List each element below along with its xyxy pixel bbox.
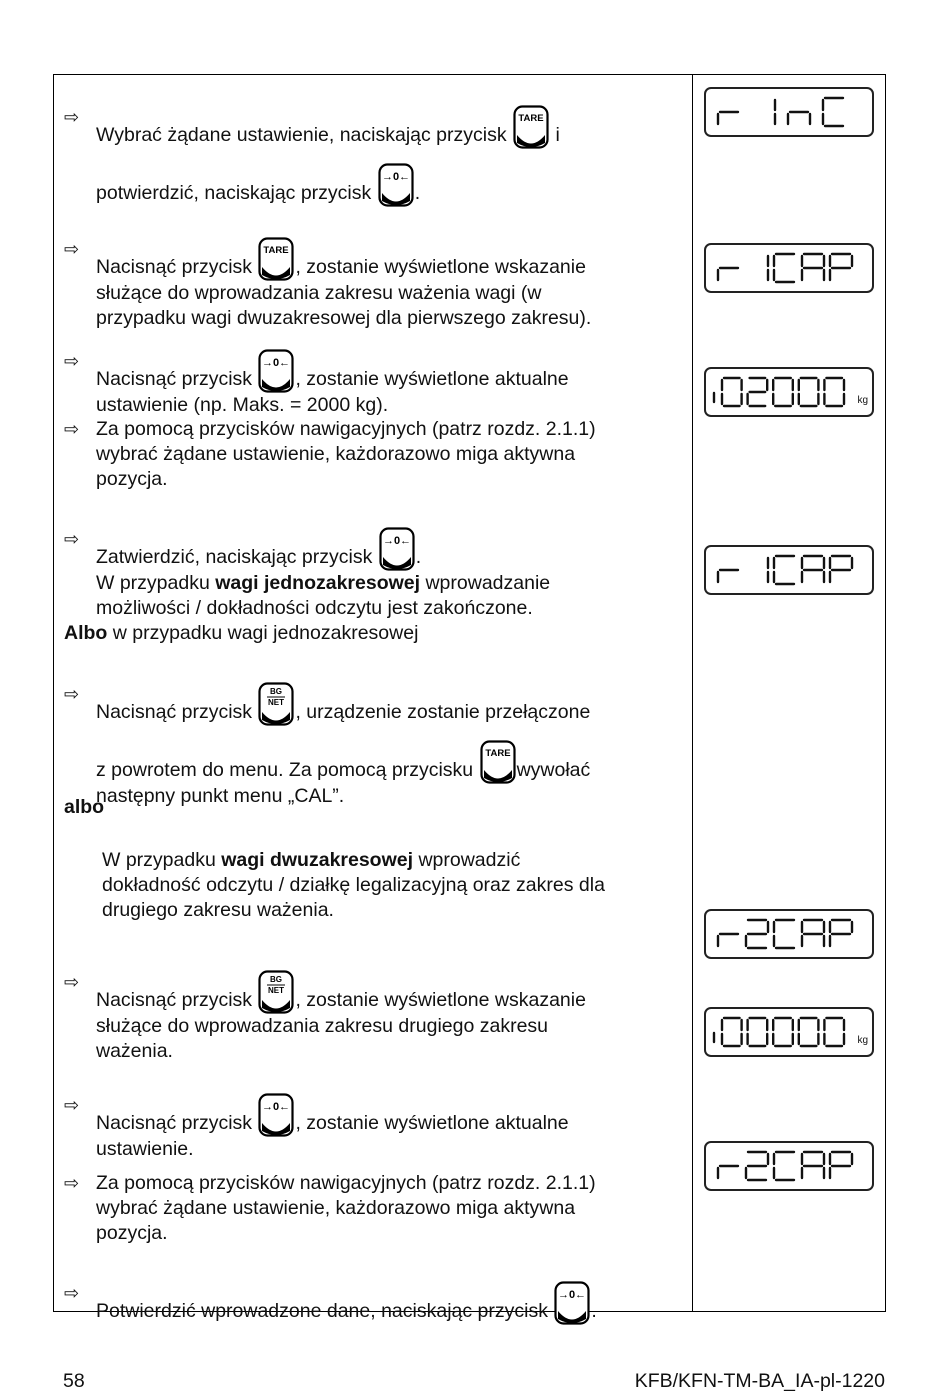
- step-text: wybrać żądane ustawienie, każdorazowo miga aktywna: [96, 443, 576, 465]
- step-text: następny punkt menu „CAL”.: [96, 785, 345, 807]
- dual-range-paragraph: [102, 848, 682, 923]
- lcd-display: [704, 1007, 874, 1057]
- step-text: pozycja.: [96, 1222, 168, 1244]
- step-press-tare: [64, 237, 664, 331]
- step-text: Zatwierdzić, naciskając przycisk: [96, 546, 373, 568]
- zero-enter-key-icon: [378, 163, 414, 207]
- esc-key-icon: [258, 970, 294, 1014]
- step-navigate: [64, 417, 664, 492]
- svg-text:TARE: TARE: [263, 245, 290, 256]
- arrow-bullet-icon: ⇨: [64, 351, 80, 371]
- step-text: W przypadku: [96, 572, 216, 594]
- step-text: pozycja.: [96, 468, 168, 490]
- step-press-esc: [64, 682, 664, 809]
- svg-text:BG: BG: [270, 975, 283, 984]
- unit-label: kg: [857, 395, 868, 406]
- step-text: Nacisnąć przycisk: [96, 368, 253, 390]
- step-text: wybrać żądane ustawienie, każdorazowo miga aktywna: [96, 1197, 576, 1219]
- arrow-bullet-icon: ⇨: [64, 419, 80, 439]
- step-text: Za pomocą przycisków nawigacyjnych (patrz rozdz. 2.1.1): [96, 1172, 596, 1194]
- arrow-bullet-icon: ⇨: [64, 1283, 80, 1303]
- arrow-bullet-icon: ⇨: [64, 239, 80, 259]
- step-text: Potwierdzić wprowadzone dane, naciskając przycisk: [96, 1300, 548, 1322]
- esc-key-icon: [258, 682, 294, 726]
- step-text: ustawienie (np. Maks. = 2000 kg).: [96, 394, 389, 416]
- step-text: Wybrać żądane ustawienie, naciskając przycisk: [96, 124, 507, 146]
- step-text: .: [591, 1300, 597, 1322]
- lcd-display: [704, 87, 874, 137]
- dual-text: dokładność odczytu / działkę legalizacyjną oraz zakres dla: [102, 874, 605, 896]
- step-text: wywołać: [516, 759, 591, 781]
- albo-bold: Albo: [64, 622, 108, 644]
- step-text: Nacisnąć przycisk: [96, 1112, 253, 1134]
- svg-text:→0←: →0←: [382, 535, 411, 547]
- page-number: 58: [63, 1370, 85, 1392]
- step-text: i: [555, 124, 560, 146]
- svg-text:→0←: →0←: [262, 1101, 291, 1113]
- albo-label: albo: [64, 796, 105, 818]
- dual-text: drugiego zakresu ważenia.: [102, 899, 334, 921]
- step-text: , zostanie wyświetlone wskazanie: [295, 256, 586, 278]
- tare-key-icon: [258, 237, 294, 281]
- step-text: ważenia.: [96, 1040, 173, 1062]
- zero-enter-key-icon: [258, 1093, 294, 1137]
- svg-text:NET: NET: [268, 698, 285, 707]
- svg-text:TARE: TARE: [485, 748, 511, 759]
- step-text: , zostanie wyświetlone wskazanie: [295, 989, 586, 1011]
- step-text: Za pomocą przycisków nawigacyjnych (patrz rozdz. 2.1.1): [96, 418, 596, 440]
- lcd-display: [704, 545, 874, 595]
- arrow-bullet-icon: ⇨: [64, 684, 80, 704]
- zero-enter-key-icon: [379, 527, 415, 571]
- step-text: przypadku wagi dwuzakresowej dla pierwszego zakresu).: [96, 307, 592, 329]
- svg-text:→0←: →0←: [262, 357, 291, 369]
- step-second-range: [64, 970, 664, 1064]
- dual-text: wprowadzić: [413, 849, 521, 871]
- step-text: potwierdzić, naciskając przycisk: [96, 182, 372, 204]
- step-text: z powrotem do menu. Za pomocą przycisku: [96, 759, 474, 781]
- step-text: ustawienie.: [96, 1138, 194, 1160]
- step-text: służące do wprowadzania zakresu drugiego zakresu: [96, 1015, 549, 1037]
- document-id: KFB/KFN-TM-BA_IA-pl-1220: [634, 1370, 885, 1392]
- zero-enter-key-icon: [258, 349, 294, 393]
- step-text: , zostanie wyświetlone aktualne: [295, 368, 569, 390]
- dual-text-bold: wagi dwuzakresowej: [221, 849, 414, 871]
- step-text: .: [414, 182, 421, 204]
- dual-text: W przypadku: [102, 849, 222, 871]
- svg-text:TARE: TARE: [518, 113, 544, 124]
- step-text: Nacisnąć przycisk: [96, 256, 253, 278]
- step-select-setting: [64, 105, 664, 207]
- arrow-bullet-icon: ⇨: [64, 529, 80, 549]
- svg-text:BG: BG: [270, 687, 283, 696]
- arrow-bullet-icon: ⇨: [64, 972, 80, 992]
- tare-key-icon: [480, 740, 516, 784]
- step-navigate-2: [64, 1171, 664, 1246]
- step-text: służące do wprowadzania zakresu ważenia wagi (w: [96, 282, 542, 304]
- unit-label: kg: [857, 1035, 868, 1046]
- step-text: , urządzenie zostanie przełączone: [295, 701, 591, 723]
- step-text: Nacisnąć przycisk: [96, 989, 253, 1011]
- svg-text:ESC: ESC: [271, 714, 286, 721]
- step-text: Nacisnąć przycisk: [96, 701, 253, 723]
- tare-key-icon: [513, 105, 549, 149]
- lcd-display: [704, 243, 874, 293]
- step-press-zero-2: [64, 1093, 664, 1162]
- albo-paragraph: [64, 621, 418, 646]
- albo-text: w przypadku wagi jednozakresowej: [107, 622, 419, 644]
- arrow-bullet-icon: ⇨: [64, 107, 80, 127]
- svg-text:→0←: →0←: [381, 171, 410, 183]
- step-final-confirm: [64, 1281, 664, 1325]
- step-text-bold: wagi jednozakresowej: [215, 572, 421, 594]
- svg-text:→0←: →0←: [558, 1289, 587, 1301]
- zero-enter-key-icon: [554, 1281, 590, 1325]
- step-text: możliwości / dokładności odczytu jest zakończone.: [96, 597, 533, 619]
- lcd-display: [704, 367, 874, 417]
- step-text: .: [415, 546, 422, 568]
- column-divider: [692, 75, 693, 1311]
- content-table: [53, 74, 886, 1322]
- lcd-display: [704, 909, 874, 959]
- step-press-zero: [64, 349, 664, 418]
- step-text: wprowadzanie: [420, 572, 551, 594]
- svg-text:NET: NET: [268, 986, 285, 995]
- arrow-bullet-icon: ⇨: [64, 1173, 80, 1193]
- step-confirm: [64, 527, 664, 621]
- step-text: , zostanie wyświetlone aktualne: [295, 1112, 569, 1134]
- arrow-bullet-icon: ⇨: [64, 1095, 80, 1115]
- lcd-display: [704, 1141, 874, 1191]
- svg-text:ESC: ESC: [271, 1002, 286, 1009]
